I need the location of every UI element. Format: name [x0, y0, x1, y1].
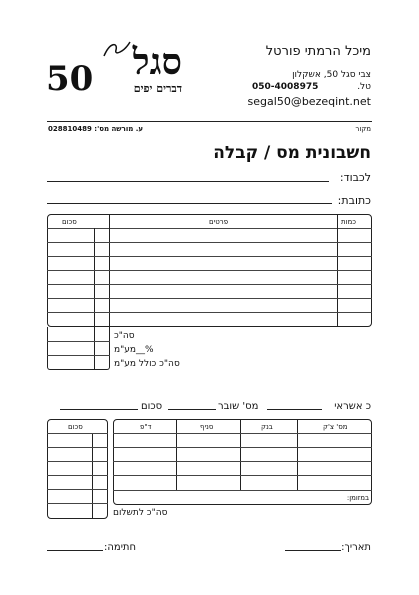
table-row: [47, 256, 372, 257]
date-label: תאריך:: [341, 542, 371, 553]
payment-row: [113, 447, 372, 448]
payment-row: [113, 475, 372, 476]
voucher-label: מס' שובר: [218, 401, 259, 412]
voucher-field[interactable]: [168, 409, 216, 410]
payment-col-divider: [92, 433, 93, 519]
total-payment-label: סה"כ לתשלום: [113, 508, 168, 518]
table-row: [47, 270, 372, 271]
table-row: [47, 284, 372, 285]
subtotal-label: סה"כ: [114, 331, 135, 341]
payment-details-box: [113, 419, 372, 505]
logo-name-text: סגל: [132, 41, 182, 83]
logo-swirl-icon: [102, 40, 132, 58]
payment-row: [113, 461, 372, 462]
payment-header-account: ד"פ: [140, 423, 152, 431]
totals-box: [47, 327, 110, 370]
payment-row: [113, 490, 372, 491]
to-field[interactable]: [47, 181, 329, 182]
business-name: מיכל הרמתי פורטל: [265, 44, 371, 59]
totals-row: [47, 355, 110, 356]
table-row: [47, 242, 372, 243]
payment-row: [47, 461, 108, 462]
payment-header-branch: סניף: [200, 423, 214, 431]
address-field[interactable]: [47, 203, 332, 204]
source-label: מקור: [355, 125, 371, 133]
payment-col-divider: [240, 419, 241, 490]
payment-col-divider: [176, 419, 177, 490]
payment-row: [47, 433, 108, 434]
payment-row: [47, 447, 108, 448]
credit-card-field[interactable]: [267, 409, 322, 410]
totals-row: [47, 341, 110, 342]
header-amount: סכום: [62, 218, 77, 226]
phone-label: טל.: [357, 82, 371, 92]
payment-header-bank: בנק: [261, 423, 273, 431]
logo-tagline: דברים יפים: [133, 82, 182, 95]
payment-row: [47, 503, 108, 504]
business-address: צבי סגל 50, אשקלון: [292, 70, 371, 80]
payment-col-divider: [297, 419, 298, 490]
items-header-divider: [47, 228, 372, 229]
meta-divider: [47, 121, 372, 122]
table-row: [47, 298, 372, 299]
table-row: [47, 312, 372, 313]
business-email: segal50@bezeqint.net: [247, 95, 371, 108]
business-phone: 050-4008975: [252, 82, 319, 92]
document-title: חשבונית מס / קבלה: [213, 143, 371, 163]
payment-row: [113, 433, 372, 434]
payment-row: [47, 475, 108, 476]
totals-col-divider: [94, 327, 95, 370]
to-label: לכבוד:: [339, 171, 371, 184]
vat-label: %__מע"מ: [114, 345, 154, 355]
credit-amount-field[interactable]: [60, 409, 138, 410]
payment-header-check-number: מס' צ'ק: [323, 423, 348, 431]
header-details: פרטים: [209, 218, 229, 226]
credit-card-label: כ אשראי: [334, 401, 371, 412]
payment-row: [47, 489, 108, 490]
tax-id: ע. מורשה מס': 028810489: [48, 125, 144, 133]
cash-label: במזומן:: [346, 494, 369, 502]
total-with-vat-label: סה"כ כולל מע"מ: [114, 359, 180, 369]
logo-number-text: 50: [46, 59, 94, 99]
credit-amount-label: סכום: [141, 401, 163, 412]
address-label: כתובת:: [337, 194, 371, 207]
header-quantity: כמות: [341, 218, 356, 226]
logo: [46, 40, 186, 100]
payment-header-amount: סכום: [68, 423, 83, 431]
date-field[interactable]: [285, 550, 341, 551]
signature-label: חתימה:: [104, 542, 137, 553]
signature-field[interactable]: [47, 550, 103, 551]
payment-amount-box: [47, 419, 108, 519]
